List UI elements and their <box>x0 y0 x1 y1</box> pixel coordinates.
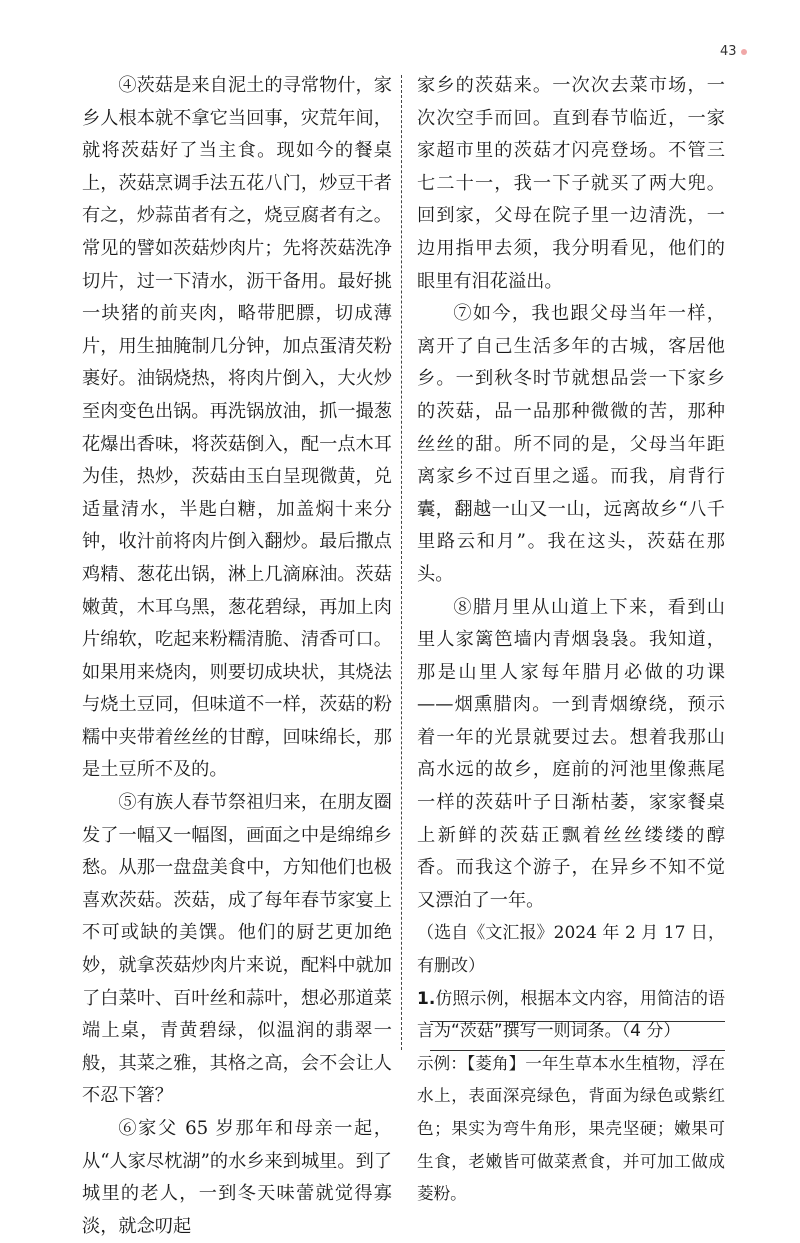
paragraph-4: ④茨菇是来自泥土的寻常物什，家乡人根本就不拿它当回事，灾荒年间，就将茨菇好了当主食。现如今的餐桌上，茨菇烹调手法五花八门，炒豆干者有之，炒蒜苗者有之，烧豆腐者有之。常见的譬如茨菇炒肉片；先将茨菇洗净切片，过一下清水，沥干备用。最好挑一块猪的前夹肉，略带肥膘，切成薄片，用生抽腌制几分钟，加点蛋清芡粉裹好。油锅烧热，将肉片倒入，大火炒至肉变色出锅。再洗锅放油，抓一撮葱花爆出香味，将茨菇倒入，配一点木耳为佳，热炒，茨菇由玉白呈现微黄，兑适量清水，半匙白糖，加盖焖十来分钟，收汁前将肉片倒入翻炒。最后撒点鸡精、葱花出锅，淋上几滴麻油。茨菇嫩黄，木耳乌黑，葱花碧绿，再加上肉片绵软，吃起来粉糯清脆、清香可口。如果用来烧肉，则要切成块状，其烧法与烧土豆同，但味道不一样，茨菇的粉糯中夹带着丝丝的甘醇，回味绵长，那是土豆所不及的。 <box>82 75 392 781</box>
answer-line-2[interactable] <box>430 1050 725 1051</box>
question-number: 1. <box>417 988 436 1009</box>
paragraph-6-continued: 家乡的茨菇来。一次次去菜市场，一次次空手而回。直到春节临近，一家家超市里的茨菇才闪亮登场。不管三七二十一，我一下子就买了两大兜。回到家，父母在院子里一边清洗，一边用指甲去须，我分明看见，他们的眼里有泪花溢出。 <box>417 75 725 292</box>
paragraph-7: ⑦如今，我也跟父母当年一样，离开了自己生活多年的古城，客居他乡。一到秋冬时节就想品尝一下家乡的茨菇，品一品那种微微的苦，那种丝丝的甜。所不同的是，父母当年距离家乡不过百里之遥。而我，肩背行囊，翻越一山又一山，远离故乡“八千里路云和月”。我在这头，茨菇在那头。 <box>417 303 725 585</box>
question-text: 仿照示例，根据本文内容，用简洁的语言为“茨菇”撰写一则词条。（4 分） <box>417 988 725 1042</box>
page-number <box>720 44 747 59</box>
column-divider <box>401 75 402 1050</box>
right-column <box>417 70 725 1211</box>
question-1 <box>417 983 725 1048</box>
source-citation: （选自《文汇报》2024 年 2 月 17 日，有删改） <box>417 923 725 977</box>
paragraph-6: ⑥家父 65 岁那年和母亲一起，从“人家尽枕湖”的水乡来到城里。到了城里的老人，一到冬天味蕾就觉得寡淡，就念叨起 <box>82 1118 392 1237</box>
paragraph-5: ⑤有族人春节祭祖归来，在朋友圈发了一幅又一幅图，画面之中是绵绵乡愁。从那一盘盘美食中，方知他们也极喜欢茨菇。茨菇，成了每年春节家宴上不可或缺的美馔。他们的厨艺更加绝妙，就拿茨菇炒肉片来说，配料中就加了白菜叶、百叶丝和蒜叶，想必那道菜端上桌，青黄碧绿，似温润的翡翠一般，其菜之雅，其格之高，会不会让人不忍下箸？ <box>82 792 392 1107</box>
answer-line-1[interactable] <box>430 1021 725 1022</box>
example-entry: 示例：【菱角】一年生草本水生植物，浮在水上，表面深亮绿色，背面为绿色或紫红色；果实为弯牛角形，果壳坚硬；嫩果可生食，老嫩皆可做菜煮食，并可加工做成菱粉。 <box>417 1053 725 1204</box>
left-column <box>82 70 392 1243</box>
page-dot-icon <box>741 49 747 55</box>
paragraph-8: ⑧腊月里从山道上下来，看到山里人家篱笆墙内青烟袅袅。我知道，那是山里人家每年腊月必做的功课——烟熏腊肉。一到青烟缭绕，预示着一年的光景就要过去。想着我那山高水远的故乡，庭前的河池里像燕尾一样的茨菇叶子日渐枯萎，家家餐桌上新鲜的茨菇正飘着丝丝缕缕的醇香。而我这个游子，在异乡不知不觉又漂泊了一年。 <box>417 596 725 911</box>
page-number-text: 43 <box>720 44 737 59</box>
